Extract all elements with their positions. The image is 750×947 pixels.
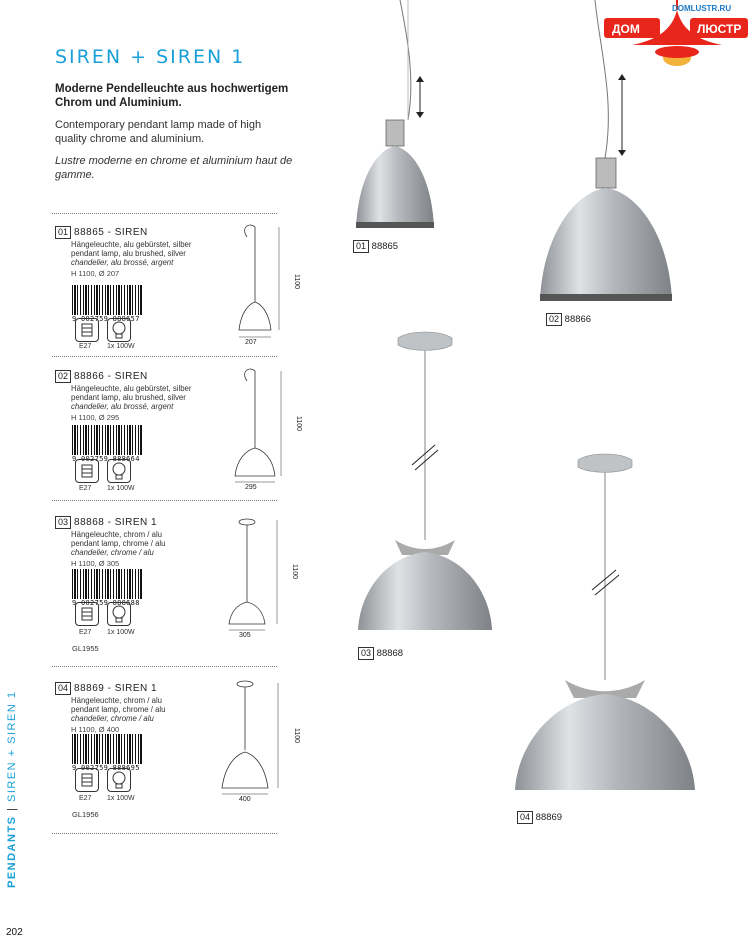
product-desc-de: Hängeleuchte, alu gebürstet, silber (71, 240, 192, 249)
product-entry-01 (55, 222, 301, 354)
photo-label-88868 (358, 647, 403, 660)
product-dims: H 1100, Ø 400 (71, 725, 120, 734)
socket-icon (75, 602, 99, 626)
product-desc-de: Hängeleuchte, alu gebürstet, silber (71, 384, 192, 393)
barcode-icon (72, 734, 142, 764)
lamp-drawing-icon (225, 512, 285, 637)
socket-icon (75, 459, 99, 483)
bulb-label: 1x 100W (107, 629, 135, 636)
bulb-icon (107, 318, 131, 342)
divider (52, 666, 277, 667)
bulb-label: 1x 100W (107, 795, 135, 802)
product-desc-de: Hängeleuchte, chrom / alu (71, 696, 163, 705)
product-desc-en: pendant lamp, alu brushed, silver (71, 393, 186, 402)
photo-label-number: 01 (353, 240, 369, 253)
sidebar-section-title (6, 691, 18, 888)
lamp-drawing-icon (225, 366, 285, 491)
photo-label-88869 (517, 811, 562, 824)
intro-english: Contemporary pendant lamp made of high quality chrome and aluminium. (55, 119, 262, 145)
photo-label-code: 88869 (535, 812, 563, 823)
socket-label: E27 (79, 629, 92, 636)
page-number: 202 (6, 927, 23, 938)
lamp-photo-88868 (358, 332, 492, 630)
product-number: 03 (55, 516, 71, 529)
divider (52, 356, 277, 357)
product-code: 88866 - SIREN (74, 371, 148, 382)
bulb-label: 1x 100W (107, 343, 135, 350)
intro-german: Moderne Pendelleuchte aus hochwertigem Chrom und Aluminium. (55, 83, 289, 109)
photo-label-code: 88866 (564, 314, 592, 325)
socket-label: E27 (79, 795, 92, 802)
product-desc-en: pendant lamp, chrome / alu (71, 705, 166, 714)
height-dim: 1100 (293, 727, 301, 744)
product-entry-02 (55, 366, 303, 498)
product-code: 88868 - SIREN 1 (74, 517, 158, 528)
product-desc-en: pendant lamp, chrome / alu (71, 539, 166, 548)
product-desc-fr: chandelier, alu brossé, argent (71, 402, 174, 411)
product-desc-fr: chandelier, chrome / alu (71, 714, 154, 723)
product-desc-en: pendant lamp, alu brushed, silver (71, 249, 186, 258)
photo-label-number: 03 (358, 647, 374, 660)
product-photos (340, 0, 750, 840)
height-dim: 1100 (295, 415, 303, 432)
product-dims: H 1100, Ø 207 (71, 269, 120, 278)
divider (52, 500, 277, 501)
width-dim: 305 (239, 632, 251, 639)
brand-url: DOMLUSTR.RU (672, 4, 732, 13)
barcode (72, 734, 142, 772)
intro-french: Lustre moderne en chrome et aluminium haut de gamme. (55, 155, 293, 181)
gl-code: GL1955 (72, 644, 99, 653)
product-entry-03 (55, 512, 299, 662)
photo-label-88866 (546, 313, 591, 326)
lamp-photo-88869 (515, 454, 695, 790)
photo-label-number: 02 (546, 313, 562, 326)
product-desc-fr: chandelier, alu brossé, argent (71, 258, 174, 267)
height-dim: 1100 (291, 563, 299, 580)
barcode-icon (72, 285, 142, 315)
lamp-drawing-icon (225, 222, 285, 347)
height-dim: 1100 (293, 273, 301, 290)
socket-label: E27 (79, 485, 92, 492)
barcode-number: 9 002759 888695 (72, 764, 140, 772)
bulb-icon (107, 768, 131, 792)
photo-label-code: 88868 (376, 648, 404, 659)
product-entry-04 (55, 678, 301, 828)
product-dims: H 1100, Ø 295 (71, 413, 120, 422)
product-number: 02 (55, 370, 71, 383)
photo-label-number: 04 (517, 811, 533, 824)
socket-icon (75, 768, 99, 792)
divider (52, 833, 277, 834)
width-dim: 207 (245, 339, 257, 346)
width-dim: 295 (245, 484, 257, 491)
product-number: 04 (55, 682, 71, 695)
lamp-drawing-icon (220, 678, 285, 803)
product-code: 88865 - SIREN (74, 227, 148, 238)
brand-left-word: ДОМ (612, 22, 640, 36)
lamp-photo-88865 (356, 0, 434, 228)
width-dim: 400 (239, 796, 251, 803)
barcode-number: 9 002759 888688 (72, 599, 140, 607)
product-desc-fr: chandelier, chrome / alu (71, 548, 154, 557)
sidebar-category: PENDANTS (6, 815, 18, 888)
product-desc-de: Hängeleuchte, chrom / alu (71, 530, 163, 539)
sidebar-series: SIREN + SIREN 1 (6, 690, 18, 802)
barcode-number: 9 002759 888657 (72, 315, 140, 323)
brand-right-word: ЛЮСТР (697, 22, 742, 36)
photo-label-code: 88865 (371, 241, 399, 252)
bulb-icon (107, 459, 131, 483)
product-dims: H 1100, Ø 305 (71, 559, 120, 568)
socket-icon (75, 318, 99, 342)
lamp-photo-88866 (540, 0, 672, 301)
barcode-icon (72, 425, 142, 455)
divider (52, 213, 277, 214)
gl-code: GL1956 (72, 810, 99, 819)
socket-label: E27 (79, 343, 92, 350)
photo-label-88865 (353, 240, 398, 253)
product-number: 01 (55, 226, 71, 239)
sidebar-separator: | (6, 806, 18, 811)
barcode-icon (72, 569, 142, 599)
bulb-label: 1x 100W (107, 485, 135, 492)
page-title: SIREN + SIREN 1 (55, 46, 246, 68)
bulb-icon (107, 602, 131, 626)
product-code: 88869 - SIREN 1 (74, 683, 158, 694)
barcode-number: 9 002759 888664 (72, 455, 140, 463)
barcode (72, 425, 142, 463)
